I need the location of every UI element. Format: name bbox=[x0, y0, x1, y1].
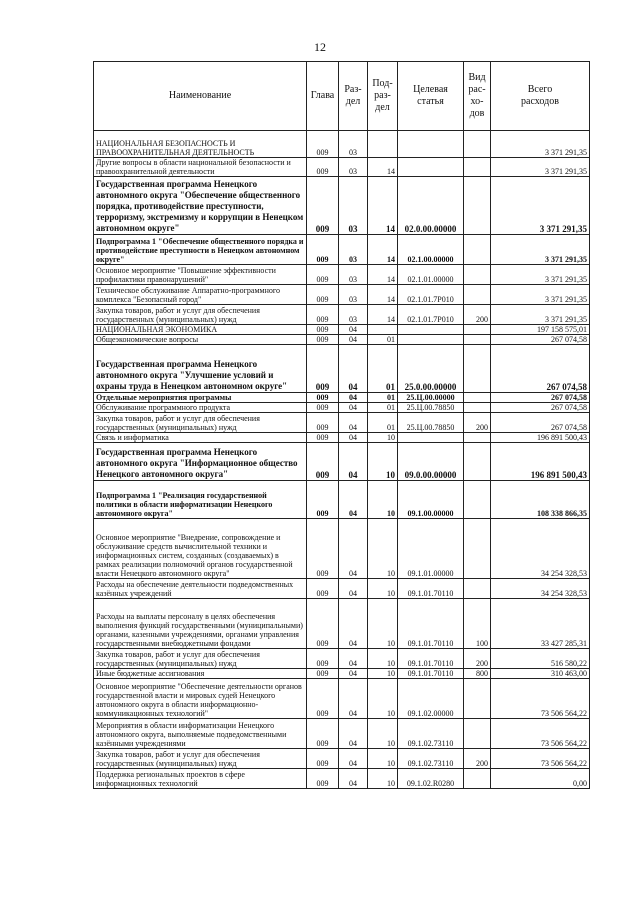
cell-podrazdel: 01 bbox=[368, 403, 398, 413]
cell-podrazdel: 10 bbox=[368, 649, 398, 669]
cell-glava: 009 bbox=[307, 393, 339, 403]
cell-podrazdel: 01 bbox=[368, 345, 398, 393]
cell-vsego: 73 506 564,22 bbox=[491, 679, 590, 719]
cell-name: Техническое обслуживание Аппаратно-программного комплекса "Безопасный город" bbox=[94, 285, 307, 305]
cell-name: Обслуживание программного продукта bbox=[94, 403, 307, 413]
table-row bbox=[94, 719, 590, 749]
cell-glava: 009 bbox=[307, 345, 339, 393]
cell-razdel: 04 bbox=[339, 413, 368, 433]
cell-celevaya bbox=[398, 335, 464, 345]
cell-vsego: 3 371 291,35 bbox=[491, 305, 590, 325]
cell-name: Подпрограмма 1 "Обеспечение общественного порядка и противодействие преступности в Ненецком автономном округе" bbox=[94, 235, 307, 265]
cell-podrazdel: 10 bbox=[368, 481, 398, 519]
cell-glava: 009 bbox=[307, 335, 339, 345]
cell-razdel: 04 bbox=[339, 669, 368, 679]
cell-vsego: 73 506 564,22 bbox=[491, 749, 590, 769]
cell-name: Мероприятия в области информатизации Ненецкого автономного округа, выполняемые подведомственными казёнными учреждениями bbox=[94, 719, 307, 749]
cell-vsego: 196 891 500,43 bbox=[491, 433, 590, 443]
cell-vsego: 33 427 285,31 bbox=[491, 599, 590, 649]
table-row bbox=[94, 443, 590, 481]
table-row bbox=[94, 403, 590, 413]
cell-vid bbox=[464, 265, 491, 285]
cell-glava: 009 bbox=[307, 669, 339, 679]
cell-celevaya: 25.0.00.00000 bbox=[398, 345, 464, 393]
cell-celevaya: 09.1.01.70110 bbox=[398, 649, 464, 669]
table-row bbox=[94, 393, 590, 403]
cell-razdel: 03 bbox=[339, 177, 368, 235]
table-row bbox=[94, 769, 590, 789]
table-body bbox=[94, 131, 590, 789]
cell-podrazdel: 14 bbox=[368, 235, 398, 265]
cell-celevaya: 09.1.01.00000 bbox=[398, 519, 464, 579]
cell-vid bbox=[464, 131, 491, 158]
cell-glava: 009 bbox=[307, 749, 339, 769]
cell-vid: 100 bbox=[464, 599, 491, 649]
table-row bbox=[94, 177, 590, 235]
cell-vsego: 310 463,00 bbox=[491, 669, 590, 679]
cell-celevaya: 02.0.00.00000 bbox=[398, 177, 464, 235]
cell-name: Расходы на обеспечение деятельности подведомственных казённых учреждений bbox=[94, 579, 307, 599]
cell-celevaya: 09.1.02.73110 bbox=[398, 719, 464, 749]
header-razdel: Раз- дел bbox=[339, 62, 368, 131]
cell-name: Основное мероприятие "Внедрение, сопровождение и обслуживание средств вычислительной техники и информационных систем, созданных (создаваемых) в рамках реализации полномочий органов государственной власти Ненецкого автономного округа" bbox=[94, 519, 307, 579]
table-row bbox=[94, 335, 590, 345]
cell-vid bbox=[464, 519, 491, 579]
cell-podrazdel: 10 bbox=[368, 749, 398, 769]
cell-vsego: 3 371 291,35 bbox=[491, 285, 590, 305]
table-row bbox=[94, 158, 590, 177]
cell-vid bbox=[464, 345, 491, 393]
cell-glava: 009 bbox=[307, 403, 339, 413]
cell-vid bbox=[464, 177, 491, 235]
cell-vsego: 3 371 291,35 bbox=[491, 177, 590, 235]
table-header bbox=[94, 62, 590, 131]
cell-vsego: 73 506 564,22 bbox=[491, 719, 590, 749]
cell-vsego: 267 074,58 bbox=[491, 403, 590, 413]
cell-vsego: 3 371 291,35 bbox=[491, 158, 590, 177]
cell-name: Государственная программа Ненецкого автономного округа "Улучшение условий и охраны труда в Ненецком автономном округе" bbox=[94, 345, 307, 393]
cell-celevaya: 09.1.00.00000 bbox=[398, 481, 464, 519]
header-celevaya: Целевая статья bbox=[398, 62, 464, 131]
cell-vsego: 108 338 866,35 bbox=[491, 481, 590, 519]
cell-vid bbox=[464, 719, 491, 749]
cell-glava: 009 bbox=[307, 433, 339, 443]
cell-glava: 009 bbox=[307, 481, 339, 519]
table-row bbox=[94, 433, 590, 443]
cell-vsego: 267 074,58 bbox=[491, 393, 590, 403]
cell-celevaya: 25.Ц.00.78850 bbox=[398, 403, 464, 413]
cell-name: Иные бюджетные ассигнования bbox=[94, 669, 307, 679]
cell-podrazdel bbox=[368, 325, 398, 335]
cell-celevaya bbox=[398, 433, 464, 443]
cell-glava: 009 bbox=[307, 599, 339, 649]
cell-podrazdel: 10 bbox=[368, 679, 398, 719]
cell-razdel: 04 bbox=[339, 599, 368, 649]
table-row bbox=[94, 131, 590, 158]
cell-celevaya: 09.1.01.70110 bbox=[398, 599, 464, 649]
cell-vid bbox=[464, 433, 491, 443]
cell-name: Закупка товаров, работ и услуг для обеспечения государственных (муниципальных) нужд bbox=[94, 749, 307, 769]
cell-vid: 200 bbox=[464, 749, 491, 769]
table-row bbox=[94, 519, 590, 579]
header-name: Наименование bbox=[94, 62, 307, 131]
cell-name: НАЦИОНАЛЬНАЯ БЕЗОПАСНОСТЬ И ПРАВООХРАНИТЕЛЬНАЯ ДЕЯТЕЛЬНОСТЬ bbox=[94, 131, 307, 158]
cell-razdel: 03 bbox=[339, 285, 368, 305]
cell-razdel: 04 bbox=[339, 481, 368, 519]
cell-razdel: 04 bbox=[339, 719, 368, 749]
cell-name: Поддержка региональных проектов в сфере информационных технологий bbox=[94, 769, 307, 789]
cell-name: НАЦИОНАЛЬНАЯ ЭКОНОМИКА bbox=[94, 325, 307, 335]
cell-celevaya: 02.1.01.7Р010 bbox=[398, 305, 464, 325]
cell-razdel: 03 bbox=[339, 305, 368, 325]
cell-glava: 009 bbox=[307, 235, 339, 265]
budget-table bbox=[93, 61, 590, 789]
cell-glava: 009 bbox=[307, 265, 339, 285]
cell-vsego: 0,00 bbox=[491, 769, 590, 789]
cell-name: Связь и информатика bbox=[94, 433, 307, 443]
cell-razdel: 04 bbox=[339, 769, 368, 789]
table-row bbox=[94, 345, 590, 393]
cell-glava: 009 bbox=[307, 519, 339, 579]
cell-razdel: 04 bbox=[339, 649, 368, 669]
cell-glava: 009 bbox=[307, 158, 339, 177]
cell-razdel: 04 bbox=[339, 393, 368, 403]
cell-vid bbox=[464, 769, 491, 789]
cell-glava: 009 bbox=[307, 769, 339, 789]
cell-razdel: 03 bbox=[339, 158, 368, 177]
cell-razdel: 04 bbox=[339, 579, 368, 599]
cell-razdel: 04 bbox=[339, 345, 368, 393]
cell-glava: 009 bbox=[307, 649, 339, 669]
cell-razdel: 03 bbox=[339, 131, 368, 158]
cell-vid: 200 bbox=[464, 305, 491, 325]
cell-podrazdel: 10 bbox=[368, 579, 398, 599]
header-vid: Вид рас- хо- дов bbox=[464, 62, 491, 131]
cell-glava: 009 bbox=[307, 305, 339, 325]
table-row bbox=[94, 599, 590, 649]
cell-name: Подпрограмма 1 "Реализация государственной политики в области информатизации Ненецкого автономного округа" bbox=[94, 481, 307, 519]
cell-vid bbox=[464, 325, 491, 335]
cell-celevaya: 25.Ц.00.78850 bbox=[398, 413, 464, 433]
table-row bbox=[94, 749, 590, 769]
table-row bbox=[94, 579, 590, 599]
cell-name: Государственная программа Ненецкого автономного округа "Информационное общество Ненецкого автономного округа" bbox=[94, 443, 307, 481]
cell-name: Другие вопросы в области национальной безопасности и правоохранительной деятельности bbox=[94, 158, 307, 177]
cell-vid bbox=[464, 579, 491, 599]
cell-celevaya: 25.Ц.00.00000 bbox=[398, 393, 464, 403]
cell-podrazdel: 10 bbox=[368, 433, 398, 443]
table-row bbox=[94, 305, 590, 325]
cell-glava: 009 bbox=[307, 131, 339, 158]
cell-vid bbox=[464, 443, 491, 481]
cell-vid: 800 bbox=[464, 669, 491, 679]
cell-name: Отдельные мероприятия программы bbox=[94, 393, 307, 403]
table-row bbox=[94, 481, 590, 519]
cell-name: Закупка товаров, работ и услуг для обеспечения государственных (муниципальных) нужд bbox=[94, 649, 307, 669]
cell-celevaya: 09.1.01.70110 bbox=[398, 579, 464, 599]
cell-celevaya: 09.1.02.00000 bbox=[398, 679, 464, 719]
cell-vsego: 267 074,58 bbox=[491, 413, 590, 433]
cell-name: Закупка товаров, работ и услуг для обеспечения государственных (муниципальных) нужд bbox=[94, 305, 307, 325]
cell-razdel: 04 bbox=[339, 403, 368, 413]
cell-name: Общеэкономические вопросы bbox=[94, 335, 307, 345]
table-row bbox=[94, 679, 590, 719]
cell-glava: 009 bbox=[307, 325, 339, 335]
cell-podrazdel: 10 bbox=[368, 769, 398, 789]
table-row bbox=[94, 413, 590, 433]
cell-name: Закупка товаров, работ и услуг для обеспечения государственных (муниципальных) нужд bbox=[94, 413, 307, 433]
cell-razdel: 04 bbox=[339, 335, 368, 345]
cell-razdel: 04 bbox=[339, 433, 368, 443]
cell-podrazdel: 10 bbox=[368, 719, 398, 749]
cell-name: Расходы на выплаты персоналу в целях обеспечения выполнения функций государственными (муниципальными) органами, казенными учреждениями, органами управления государственными внебюджетными фондами bbox=[94, 599, 307, 649]
table-row bbox=[94, 235, 590, 265]
cell-razdel: 04 bbox=[339, 679, 368, 719]
cell-vsego: 267 074,58 bbox=[491, 335, 590, 345]
cell-vsego: 196 891 500,43 bbox=[491, 443, 590, 481]
cell-vid bbox=[464, 285, 491, 305]
table-row bbox=[94, 649, 590, 669]
cell-celevaya bbox=[398, 131, 464, 158]
cell-vid: 200 bbox=[464, 649, 491, 669]
cell-glava: 009 bbox=[307, 285, 339, 305]
header-podrazdel: Под- раз- дел bbox=[368, 62, 398, 131]
cell-celevaya: 09.1.02.R0280 bbox=[398, 769, 464, 789]
cell-razdel: 04 bbox=[339, 325, 368, 335]
cell-vsego: 197 158 575,01 bbox=[491, 325, 590, 335]
cell-vid bbox=[464, 403, 491, 413]
cell-celevaya: 09.1.01.70110 bbox=[398, 669, 464, 679]
cell-podrazdel: 01 bbox=[368, 335, 398, 345]
cell-podrazdel: 14 bbox=[368, 305, 398, 325]
cell-glava: 009 bbox=[307, 719, 339, 749]
cell-glava: 009 bbox=[307, 177, 339, 235]
cell-vsego: 3 371 291,35 bbox=[491, 131, 590, 158]
cell-celevaya: 09.1.02.73110 bbox=[398, 749, 464, 769]
cell-podrazdel: 01 bbox=[368, 393, 398, 403]
cell-glava: 009 bbox=[307, 679, 339, 719]
cell-vsego: 34 254 328,53 bbox=[491, 579, 590, 599]
cell-vsego: 516 580,22 bbox=[491, 649, 590, 669]
table-row bbox=[94, 265, 590, 285]
table-row bbox=[94, 285, 590, 305]
cell-celevaya: 02.1.01.7Р010 bbox=[398, 285, 464, 305]
header-vsego: Всего расходов bbox=[491, 62, 590, 131]
cell-celevaya: 02.1.01.00000 bbox=[398, 265, 464, 285]
cell-celevaya: 02.1.00.00000 bbox=[398, 235, 464, 265]
cell-razdel: 03 bbox=[339, 265, 368, 285]
cell-vsego: 34 254 328,53 bbox=[491, 519, 590, 579]
cell-podrazdel: 01 bbox=[368, 413, 398, 433]
page-number: 12 bbox=[314, 40, 326, 54]
cell-vid bbox=[464, 235, 491, 265]
cell-podrazdel bbox=[368, 131, 398, 158]
cell-podrazdel: 10 bbox=[368, 519, 398, 579]
cell-razdel: 04 bbox=[339, 443, 368, 481]
cell-vid bbox=[464, 158, 491, 177]
cell-vsego: 3 371 291,35 bbox=[491, 265, 590, 285]
cell-razdel: 03 bbox=[339, 235, 368, 265]
cell-podrazdel: 14 bbox=[368, 285, 398, 305]
cell-celevaya bbox=[398, 325, 464, 335]
cell-razdel: 04 bbox=[339, 749, 368, 769]
cell-vsego: 3 371 291,35 bbox=[491, 235, 590, 265]
cell-podrazdel: 10 bbox=[368, 669, 398, 679]
cell-name: Основное мероприятие "Повышение эффективности профилактики правонарушений" bbox=[94, 265, 307, 285]
cell-vid: 200 bbox=[464, 413, 491, 433]
cell-name: Государственная программа Ненецкого автономного округа "Обеспечение общественного порядка, противодействие преступности, терроризму, экстремизму и коррупции в Ненецком автономном округе" bbox=[94, 177, 307, 235]
cell-razdel: 04 bbox=[339, 519, 368, 579]
header-glava: Глава bbox=[307, 62, 339, 131]
cell-podrazdel: 14 bbox=[368, 265, 398, 285]
cell-vid bbox=[464, 335, 491, 345]
cell-podrazdel: 14 bbox=[368, 158, 398, 177]
cell-vid bbox=[464, 679, 491, 719]
cell-glava: 009 bbox=[307, 579, 339, 599]
cell-name: Основное мероприятие "Обеспечение деятельности органов государственной власти и мировых судей Ненецкого автономного округа в области информационно-коммуникационных технологий" bbox=[94, 679, 307, 719]
cell-vid bbox=[464, 481, 491, 519]
table-row bbox=[94, 669, 590, 679]
cell-vid bbox=[464, 393, 491, 403]
cell-podrazdel: 10 bbox=[368, 443, 398, 481]
cell-glava: 009 bbox=[307, 413, 339, 433]
cell-celevaya bbox=[398, 158, 464, 177]
cell-glava: 009 bbox=[307, 443, 339, 481]
cell-celevaya: 09.0.00.00000 bbox=[398, 443, 464, 481]
cell-podrazdel: 14 bbox=[368, 177, 398, 235]
cell-vsego: 267 074,58 bbox=[491, 345, 590, 393]
cell-podrazdel: 10 bbox=[368, 599, 398, 649]
table-row bbox=[94, 325, 590, 335]
